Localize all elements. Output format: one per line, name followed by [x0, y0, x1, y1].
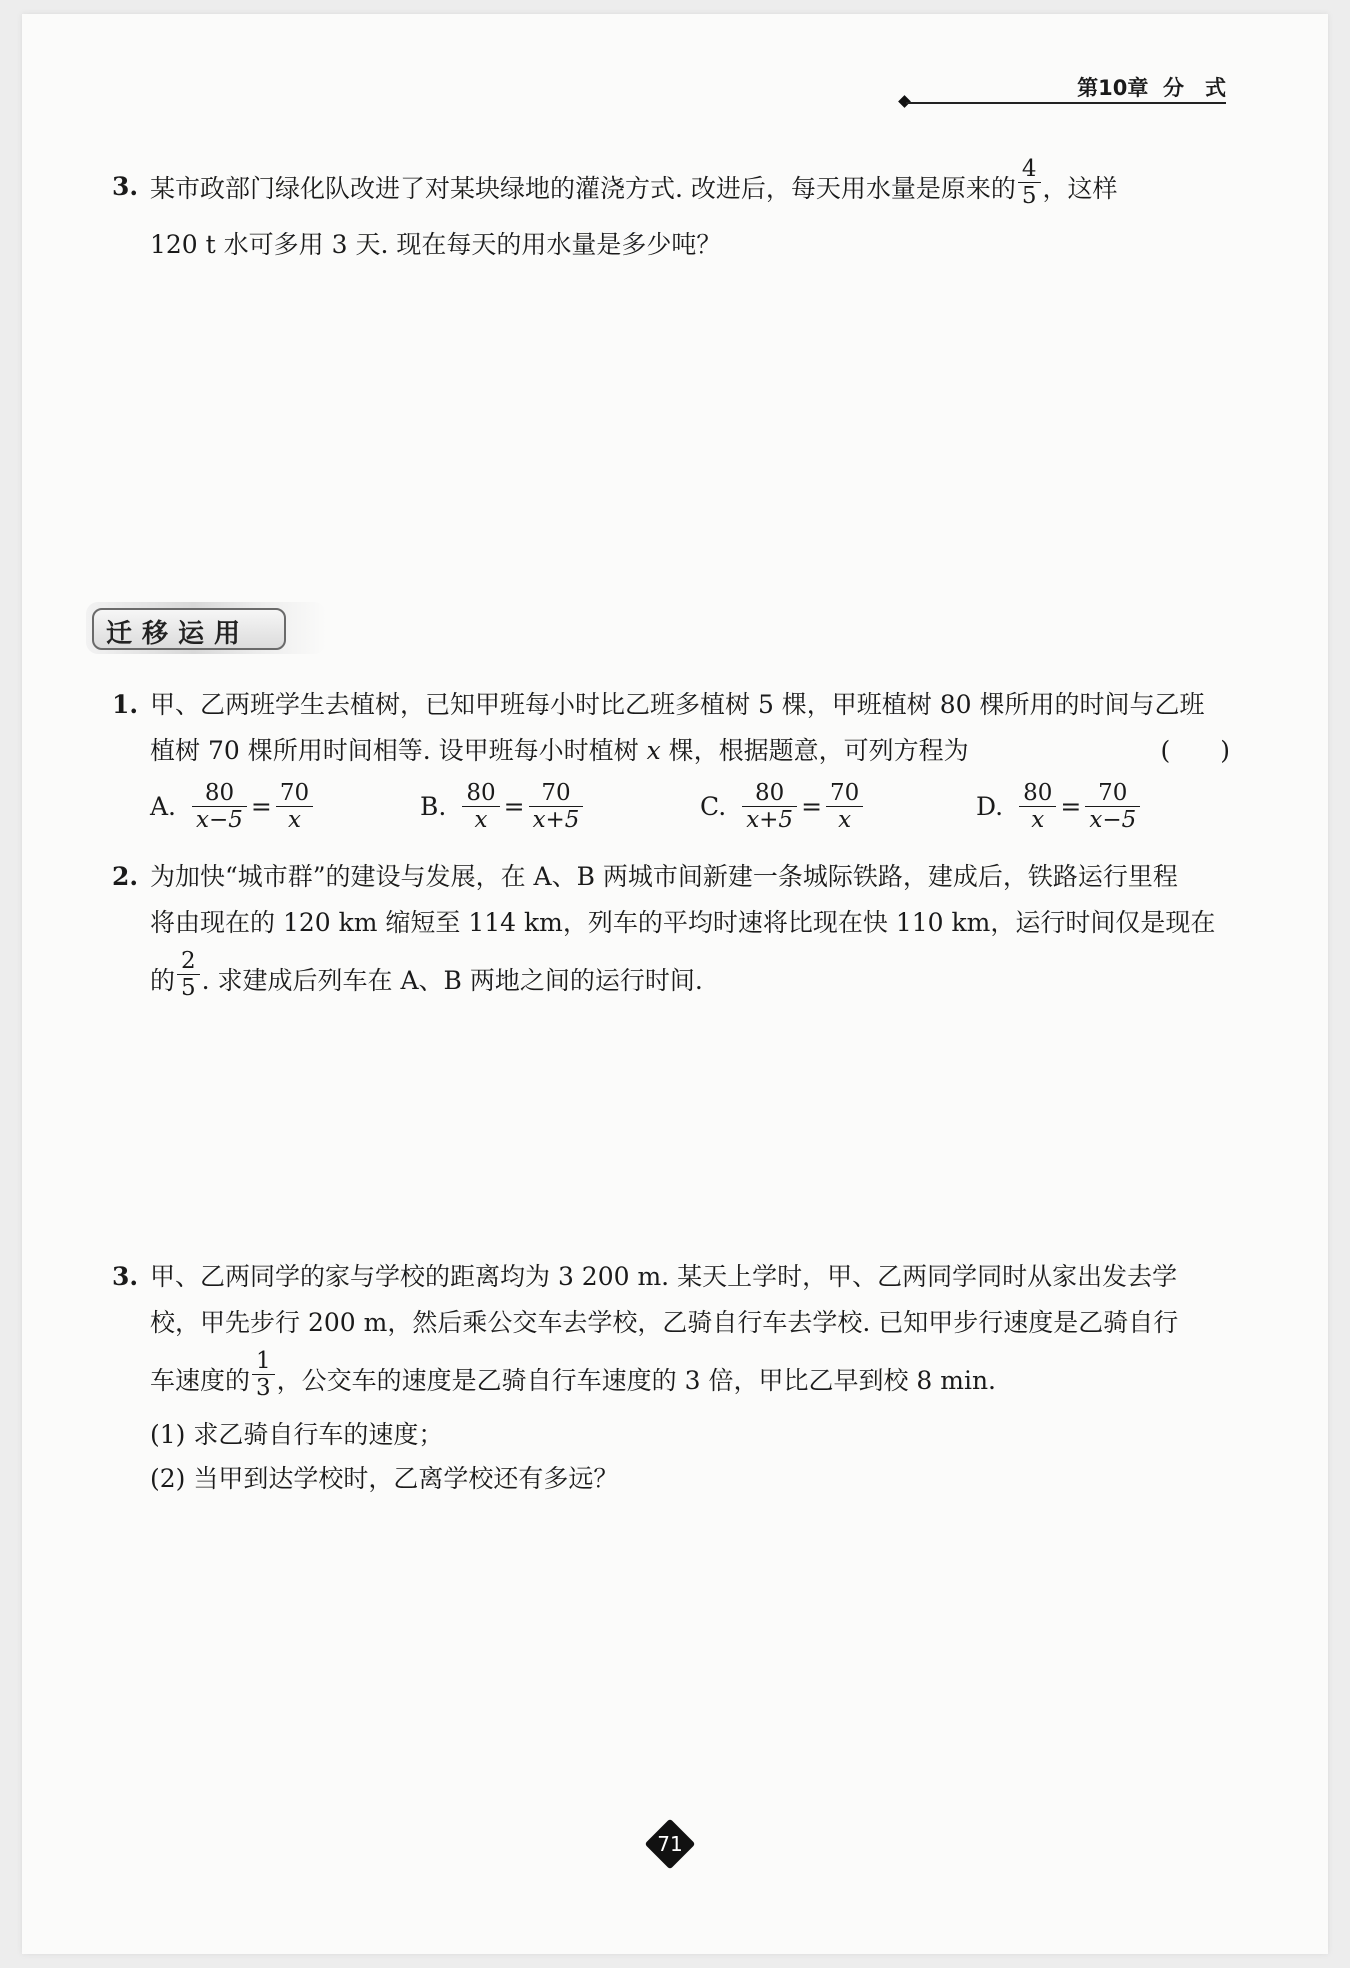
section-title: 迁移运用 — [106, 619, 251, 649]
chapter-header — [900, 60, 1230, 110]
question-line: 甲、乙两班学生去植树，已知甲班每小时比乙班多植树 5 棵，甲班植树 80 棵所用的时间与乙班 — [150, 690, 1205, 719]
page-number-badge — [646, 1820, 694, 1868]
option-a[interactable]: A. $\frac{80}{x-5}$ = $\frac{70}{x}$ — [150, 780, 315, 833]
chapter-number: 第10章 — [1077, 76, 1149, 100]
question-3-top — [112, 156, 1230, 268]
question-line: 某市政部门绿化队改进了对某块绿地的灌浇方式. 改进后，每天用水量是原来的 $\frac{4}{5}$ ，这样 — [150, 156, 1118, 209]
option-d[interactable]: D. $\frac{80}{x}$ = $\frac{70}{x-5}$ — [976, 780, 1142, 833]
question-line: 的 $\frac{2}{5}$ . 求建成后列车在 A、B 两地之间的运行时间. — [150, 948, 703, 1001]
fraction: $\frac{2}{5}$ — [177, 948, 200, 1001]
question-2 — [112, 862, 1230, 1014]
question-line: 植树 70 棵所用时间相等. 设甲班每小时植树 x 棵，根据题意，可列方程为 — [150, 736, 969, 765]
option-c[interactable]: C. $\frac{80}{x+5}$ = $\frac{70}{x}$ — [700, 780, 865, 833]
header-rule — [906, 102, 1226, 104]
sub-question-2: (2) 当甲到达学校时，乙离学校还有多远？ — [150, 1464, 619, 1493]
sub-question-1: (1) 求乙骑自行车的速度； — [150, 1420, 444, 1449]
answer-options — [150, 780, 1230, 850]
question-line: 甲、乙两同学的家与学校的距离均为 3 200 m. 某天上学时，甲、乙两同学同时从家出发去学 — [150, 1262, 1178, 1291]
question-line: 车速度的 $\frac{1}{3}$ ，公交车的速度是乙骑自行车速度的 3 倍，甲比乙早到校 8 min. — [150, 1348, 997, 1401]
question-line: 校，甲先步行 200 m，然后乘公交车去学校，乙骑自行车去学校. 已知甲步行速度是乙骑自行 — [150, 1308, 1179, 1337]
header-text — [1077, 72, 1226, 102]
question-line: 120 t 水可多用 3 天. 现在每天的用水量是多少吨？ — [150, 230, 722, 259]
option-b[interactable]: B. $\frac{80}{x}$ = $\frac{70}{x+5}$ — [420, 780, 585, 833]
fraction: $\frac{4}{5}$ — [1018, 156, 1041, 209]
question-number: 3. — [112, 1262, 139, 1291]
question-number: 3. — [112, 172, 139, 201]
page-number: 71 — [657, 1832, 683, 1856]
question-number: 2. — [112, 862, 139, 891]
question-number: 1. — [112, 690, 139, 719]
answer-paren: ( ) — [1160, 736, 1230, 765]
question-line: 将由现在的 120 km 缩短至 114 km，列车的平均时速将比现在快 110 km，运行时间仅是现在 — [150, 908, 1216, 937]
question-line: 为加快“城市群”的建设与发展，在 A、B 两城市间新建一条城际铁路，建成后，铁路运行里程 — [150, 862, 1178, 891]
fraction: $\frac{1}{3}$ — [252, 1348, 275, 1401]
question-3 — [112, 1262, 1230, 1504]
section-badge — [86, 602, 326, 654]
chapter-title: 分 式 — [1163, 76, 1226, 100]
question-1 — [112, 690, 1230, 782]
